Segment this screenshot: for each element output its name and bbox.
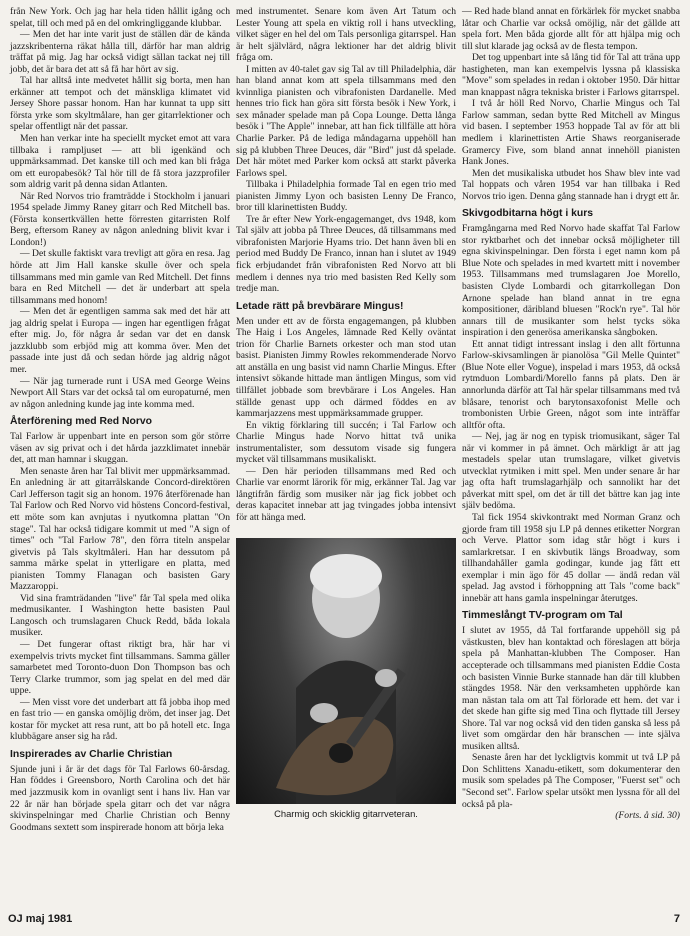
photo-caption: Charmig och skicklig gitarrveteran. (274, 807, 418, 819)
paragraph: — Men visst vore det underbart att få jobba ihop med en fast trio — en ganska omöjlig dröm, det inser jag. Det kostar för mycket att resa runt, att bo på hotell etc. Inga klubbägare anser sig ha råd. (10, 696, 230, 743)
paragraph: — När jag turnerade runt i USA med George Weins Newport All Stars var det också tal om europaturné, men av någon anledning kunde jag inte komma med. (10, 375, 230, 410)
paragraph: Ett annat tidigt intressant inslag i den allt förtunna Farlow-skivsamlingen är pianolösa "Gil Melle Quintet" (Blue Note eller Vogue), inspelad i mars 1953, då också rytmduon Lombardi/Morello fanns på plats. Den är annorlunda därför att Tal här spelar tillsammans med två blåsare, tenorist och barytonsaxofonist Melle och trombonisten Urbie Green, något som inte inträffar alltför ofta. (462, 338, 680, 431)
hand-shape (310, 703, 338, 723)
guitarist-photo (236, 538, 456, 804)
subheading-inspiration: Inspirerades av Charlie Christian (10, 748, 173, 760)
paragraph: Tre år efter New York-engagemanget, dvs 1948, kom Tal själv att jobba på Three Deuces, då tillsammans med vibrafonisten Marjorie Hyams trio. Det hann även bli en period med Buddy De Franco, innan han i slutet av 1949 fick erbjudandet från vibrafonisten Red Norvo att bli medlem i dennes nya trio med basisten Red Kelly som tredje man. (236, 213, 456, 295)
paragraph: Tal fick 1954 skivkontrakt med Norman Granz och gjorde fram till 1958 sju LP på dennes etiketter Norgran och Verve. Plattor som idag står högt i kurs i samlarkretsar. I en skivbutik längs Broadway, som tillhandahåller gamla godingar, kunde jag fått ett exemplar i min ägo för 45 dollar — ändå redan väl spelad. Jag avstod i förhoppning att Tals "come back" innebär att hans gamla inspelningar återutges. (462, 511, 680, 604)
magazine-issue: OJ maj 1981 (8, 913, 73, 925)
hair-shape (310, 554, 382, 598)
paragraph: Men senaste åren har Tal blivit mer uppmärksammad. En anledning är att gitarrälskande Concord-direktören Carl Jefferson tagit sig an honom. 1976 återförenade han Tal Farlow och Red Norvo vid höstens Concord-festival, ett möte som kan avnjutas i nyutkomna plattan "On stage". Tal har också tidigare kommit ut med "A sign of times" och "Tal Farlow 78", den förra titeln anspelar givetvis på Tals skyltmåleri. Han har dessutom på samma märke spelat in ytterligare en platta, med pianisten Tommy Flanagan och basisten Gary Mazzaroppi. (10, 465, 230, 593)
paragraph: I mitten av 40-talet gav sig Tal av till Philadelphia, där han bland annat kom att spela tillsammans med den kvinnliga pianisten och vibrafonisten Dardanelle. Med hennes trio fick han göra sitt första besök i New York, i sex månader spelade man på Copa Lounge. Detta långa besök i "The Apple" innebar, att han fick tillfälle att höra Charlie Parker. På de lediga måndagarna uppehöll han sig på klubben Three Deuces, där "Bird" just då spelade. Det här mötet med Parker kom också att starkt påverka Farlows spel. (236, 63, 456, 179)
paragraph: En viktig förklaring till succén; i Tal Farlow och Charlie Mingus hade Norvo hittat två unika instrumentalister, som dessutom visade sig fungera mycket väl tillsammans musikaliskt. (236, 419, 456, 466)
paragraph: När Red Norvos trio framträdde i Stockholm i januari 1954 spelade Jimmy Raney gitarr och Red Mitchell bas. (Första konsertkvällen hette förresten gitarristen Rolf Berg, eftersom Raney av någon anledning blivit kvar i London!) (10, 190, 230, 248)
paragraph: med instrumentet. Senare kom även Art Tatum och Lester Young att spela en viktig roll i hans utveckling, vilket säger en hel del om Tals personliga gitarrspel. Han är helt självlärd, några lektioner har det aldrig blivit fråga om. (236, 6, 456, 64)
paragraph: I slutet av 1955, då Tal fortfarande uppehöll sig på västkusten, blev han kontaktad och föreslagen att börja spela på Manhattan-klubben The Composer. Han accepterade och tillsammans med pianisten Eddie Costa och basisten Vinnie Burke stannade han där till klubben stängdes 1958. När den verksamheten upphörde kan man nästan tala om att Tal förlorade ett hem. det var i det skede han gifte sig med Tina och flyttade till Jersey Shore. Tal var nog också vid den tiden ganska så less på livet som omgärdar den här branschen — inte själva musiken alltså. (462, 625, 680, 752)
paragraph: Men under ett av de första engagemangen, på klubben The Haig i Los Angeles, lämnade Red Kelly oväntat trion för Charlie Barnets orkester och man stod utan basist. Pianisten Jimmy Rowles rekommenderade Norvo att anställa en ung basist vid namn Charlie Mingus. Efter intensivt sökande hittade man äntligen Mingus, som vid tillfället jobbade som brevbärare i Los Angeles. Han ställde genast upp och därmed föddes en av kammarjazzens mest uppmärksammade grupper. (236, 315, 456, 420)
paragraph: — Men det är egentligen samma sak med det här att jag aldrig spelat i Europa — ingen har egentligen frågat efter mig. Jo, för några år sedan var det en dansk jazzklubb som erbjöd mig att komma över. Men det passade inte just då och sedan hörde jag aldrig något mer. (10, 306, 230, 375)
paragraph: från New York. Och jag har hela tiden hållit igång och spelat, till och med på en del omkringliggande klubbar. (10, 6, 230, 29)
subheading-records: Skivgodbitarna högt i kurs (462, 208, 594, 220)
paragraph: Tal har alltså inte medvetet hållit sig borta, men han erkänner att tempot och det mänskliga klimatet vid Jersey Shore passar honom. Han har kunnat ta upp sitt första yrke som skyltmålare, han ger gitarrlektioner och spelar offentligt när det passar. (10, 75, 230, 133)
page-number: 7 (673, 913, 680, 925)
paragraph: Men det musikaliska utbudet hos Shaw blev inte vad Tal hoppats och våren 1954 var han tillbaka i Red Norvos trio igen. Denna gång stannade han i drygt ett år. (462, 167, 680, 202)
paragraph: — Det fungerar oftast riktigt bra, här har vi exempelvis trivts mycket fint tillsammans. Samma gäller samarbetet med Toronto-duon Don Thompson bas och Terry Clarke trummor, som jag spelat en del med där uppe. (10, 638, 230, 697)
column-middle (236, 6, 456, 821)
column-right (462, 6, 680, 822)
paragraph: — Nej, jag är nog en typisk triomusikant, säger Tal när vi kommer in på ämnet. Och märkligt är att jag mestadels spelar utan trumslagare, vilket givetvis utvecklat rytmiken i mitt spel. Men under senare år har jag ofta haft trumslagarhjälp och sannolikt har det påverkat mitt spel, om det är till det bättre kan jag inte själv bedöma. (462, 431, 680, 512)
guitarist-illustration (236, 538, 456, 804)
paragraph: Tal Farlow är uppenbart inte en person som gör större väsen av sig privat och i det hårda jazzklimatet innebär det, att man hamnar i skuggan. (10, 431, 230, 466)
subheading-reunion: Återförening med Red Norvo (10, 416, 153, 428)
paragraph: — Red hade bland annat en förkärlek för mycket snabba låtar och Charlie var också omöjlig, när det gällde att spela fort. Men båda gjorde allt för att hjälpa mig och till slut klarade jag också av de flesta tempon. (462, 6, 680, 52)
paragraph: Tillbaka i Philadelphia formade Tal en egen trio med pianisten Jimmy Lyon och basisten Lenny De Franco, bror till klarinettisten Buddy. (236, 179, 456, 214)
column-left (10, 6, 230, 833)
paragraph: — Den här perioden tillsammans med Red och Charlie var enormt lärorik för mig, erkänner Tal. Jag var långtifrån färdig som musiker när jag fick jobbet och deras kapacitet innebar att jag tvingades jobba intensivt för att hänga med. (236, 465, 456, 523)
continued-note: (Forts. å sid. 30) (615, 810, 680, 822)
paragraph: Framgångarna med Red Norvo hade skaffat Tal Farlow stor ryktbarhet och det innebar också möjligheter till egna skivinspelningar. Den första i eget namn kom på Blue Note och spelades in med kvartett mitt i november 1953. Tillsammans med trumslagaren Joe Morello, basisten Clyde Lombardi och gitarrkollegan Don Arnone spelade han bland annat in tre egna kompositioner, däribland bluesen "Rock'n rye". Tal hör annars till de musikanter som helst tycks söka inspiration i den generösa amerikanska sångboken. (462, 223, 680, 339)
paragraph: — Det skulle faktiskt vara trevligt att göra en resa. Jag hörde att Jim Hall kanske skulle över och spela tillsammans med min gamle van Red Mitchell. Det finns bara en Red Mitchell — det är underbart att spela tillsammans med honom! (10, 248, 230, 306)
paragraph: — Men det har inte varit just de ställen där de kända jazzskribenterna räkat hålla till, därför har man aldrig träffat på mig. Jag har också vidigt sällan tackat nej till jobb, det är bara det att så få har hört av sig. (10, 29, 230, 75)
hand-shape (375, 669, 397, 687)
paragraph: Senaste åren har det lyckligtvis kommit ut två LP på Don Schlittens Xanadu-etikett, som dokumenterar den musik som spelades på The Composer, "Fuerst set" och "Second set". Farlow spelar utsökt men lyssna för all del också på pla- (462, 752, 680, 810)
subheading-mingus: Letade rätt på brevbärare Mingus! (236, 300, 404, 312)
paragraph: I två år höll Red Norvo, Charlie Mingus och Tal Farlow samman, sedan bytte Red Mitchell av Mingus vid basen. I september 1953 hoppade Tal av för att bli medlem i klarinettisten Artie Shaws reorganiserade Gramercy Five, som bland annat innehöll pianisten Hank Jones. (462, 98, 680, 168)
paragraph: Men han verkar inte ha speciellt mycket emot att vara tillbaka i rampljuset — att bli igenkänd och uppmärksammad. Det kanske till och med kan bli fråga om ett europabesök? Tal hör till de få stora jazzprofiler som aldrig varit på denna sidan Atlanten. (10, 133, 230, 191)
subheading-tv: Timmeslångt TV-program om Tal (462, 610, 623, 622)
paragraph: Vid sina framträdanden "live" får Tal spela med olika medmusikanter. I Washington hette basisten Paul Langosch och trumslagaren Chuck Redd, båda lokala musiker. (10, 592, 230, 639)
paragraph: Det tog uppenbart inte så lång tid för Tal att träna upp hastigheten, man kan exempelvis lyssna på klassiska "Move" som spelades in redan i oktober 1950. Där hittar man knappast några tekniska brister i Farlows gitarrspel. (462, 52, 680, 98)
soundhole (329, 743, 353, 763)
paragraph: Sjunde juni i år är det dags för Tal Farlows 60-årsdag. Han föddes i Greensboro, North Carolina och det här med jazzmusik kom in ovanligt sent i hans liv. Han var 22 år när han började spela gitarr och det var några skivinspelningar med Charlie Christian och Benny Goodmans sextett som inspirerade honom att börja leka (10, 763, 230, 833)
